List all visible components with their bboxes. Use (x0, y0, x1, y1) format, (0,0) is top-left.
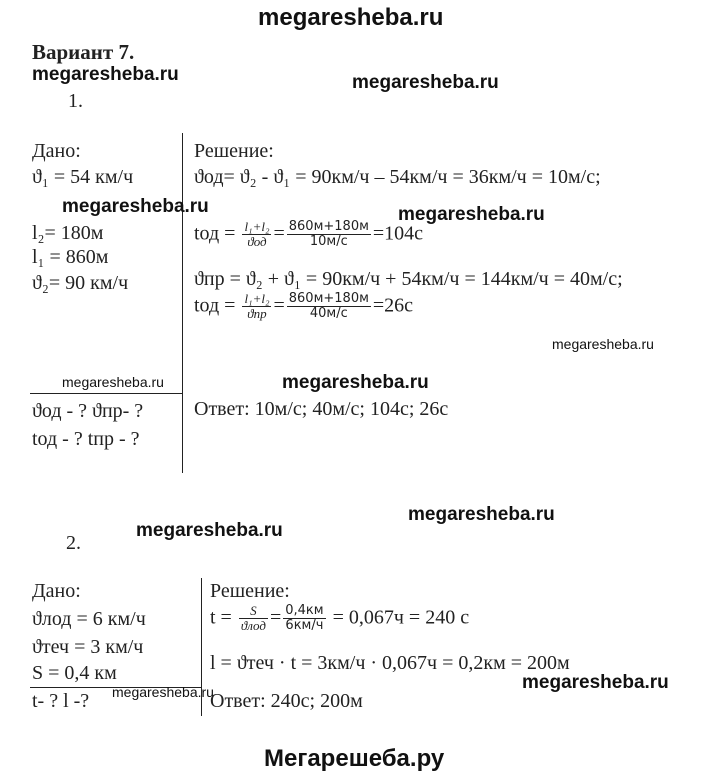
watermark: megaresheba.ru (62, 196, 209, 217)
find-line-2: tод - ? tпр - ? (32, 428, 140, 450)
equation-time-opposite-direction: tод = $\frac{\text{l₁+l₂}}{\text{ϑпр}}$ = $\frac{860м+180м}{40м/с}$ =26с (194, 291, 414, 322)
fraction-length-over-speed (242, 292, 271, 322)
fraction-denominator: 10м/с (309, 234, 348, 250)
divider-vertical-1 (182, 133, 183, 473)
given-l1: l₁ = 860м (32, 246, 109, 268)
equation-closing-speed: ϑпр = ϑ₂ + ϑ₁ = 90км/ч + 54км/ч = 144км/ч = 40м/с; (194, 268, 623, 290)
given-flow-speed: ϑтеч = 3 км/ч (32, 636, 144, 658)
watermark: megaresheba.ru (552, 336, 654, 352)
fraction-denominator: ϑлод (240, 618, 266, 634)
answer-1: Ответ: 10м/с; 40м/с; 104с; 26с (194, 398, 449, 420)
header-watermark: megaresheba.ru (258, 4, 444, 31)
fraction-numerator: l₁+l₂ (244, 291, 270, 306)
fraction-distance-over-speed (239, 604, 268, 634)
given-v2: ϑ₂= 90 км/ч (32, 272, 129, 294)
fraction-denominator: 40м/с (309, 306, 348, 322)
watermark: megaresheba.ru (522, 672, 669, 693)
given-label: Дано: (32, 580, 81, 602)
solution-label: Решение: (194, 140, 274, 162)
given-distance: S = 0,4 км (32, 662, 117, 684)
fraction-numerator: l₁+l₂ (244, 219, 270, 234)
fraction-numerator: 860м+180м (288, 219, 369, 234)
fraction-denominator: 6км/ч (285, 618, 324, 634)
watermark: megaresheba.ru (32, 64, 179, 85)
watermark: megaresheba.ru (136, 520, 283, 541)
fraction-numerator: S (239, 604, 268, 619)
fraction-numerator: 860м+180м (288, 291, 369, 306)
equation-time: t = $\frac{S}{\text{ϑлод}}$ = $\frac{0,4км}{6км/ч}$ = 0,067ч = 240 с (210, 603, 470, 634)
watermark: megaresheba.ru (112, 684, 214, 700)
solution-label: Решение: (210, 580, 290, 602)
given-label: Дано: (32, 140, 81, 162)
fraction-values (287, 292, 371, 322)
given-boat-speed: ϑлод = 6 км/ч (32, 608, 146, 630)
eq-rhs: =26с (372, 294, 414, 317)
footer-watermark: Мегарешеба.ру (264, 745, 445, 772)
watermark: megaresheba.ru (398, 204, 545, 225)
watermark: megaresheba.ru (408, 504, 555, 525)
watermark: megaresheba.ru (352, 72, 499, 93)
variant-title: Вариант 7. (32, 40, 135, 64)
divider-horizontal-1 (30, 393, 183, 394)
watermark: megaresheba.ru (282, 372, 429, 393)
given-v1: ϑ₁ = 54 км/ч (32, 166, 134, 188)
fraction-denominator: ϑпр (247, 306, 267, 322)
find: t- ? l -? (32, 690, 90, 712)
equation-time-same-direction: tод = $\frac{\text{l₁+l₂}}{\text{ϑод}}$ = $\frac{860м+180м}{10м/с}$ =104с (194, 219, 424, 250)
problem-1-number: 1. (68, 90, 83, 112)
fraction-length-over-speed (242, 220, 271, 250)
eq-lhs: t = (210, 606, 232, 629)
fraction-denominator: ϑод (247, 234, 267, 250)
find-line-1: ϑод - ? ϑпр- ? (32, 400, 144, 422)
equation-drift: l = ϑтеч · t = 3км/ч · 0,067ч = 0,2км = 200м (210, 652, 570, 674)
fraction-values (287, 220, 371, 250)
problem-2-number: 2. (66, 532, 81, 554)
eq-lhs: tод = (194, 222, 236, 245)
given-l2: l₂= 180м (32, 222, 104, 244)
watermark: megaresheba.ru (62, 374, 164, 390)
fraction-values (283, 604, 325, 634)
eq-rhs: =104с (372, 222, 424, 245)
equation-relative-speed: ϑод= ϑ₂ - ϑ₁ = 90км/ч – 54км/ч = 36км/ч = 10м/с; (194, 166, 601, 188)
eq-rhs: = 0,067ч = 240 с (332, 606, 470, 629)
fraction-numerator: 0,4км (285, 603, 324, 618)
eq-lhs: tод = (194, 294, 236, 317)
answer-2: Ответ: 240с; 200м (210, 690, 363, 712)
